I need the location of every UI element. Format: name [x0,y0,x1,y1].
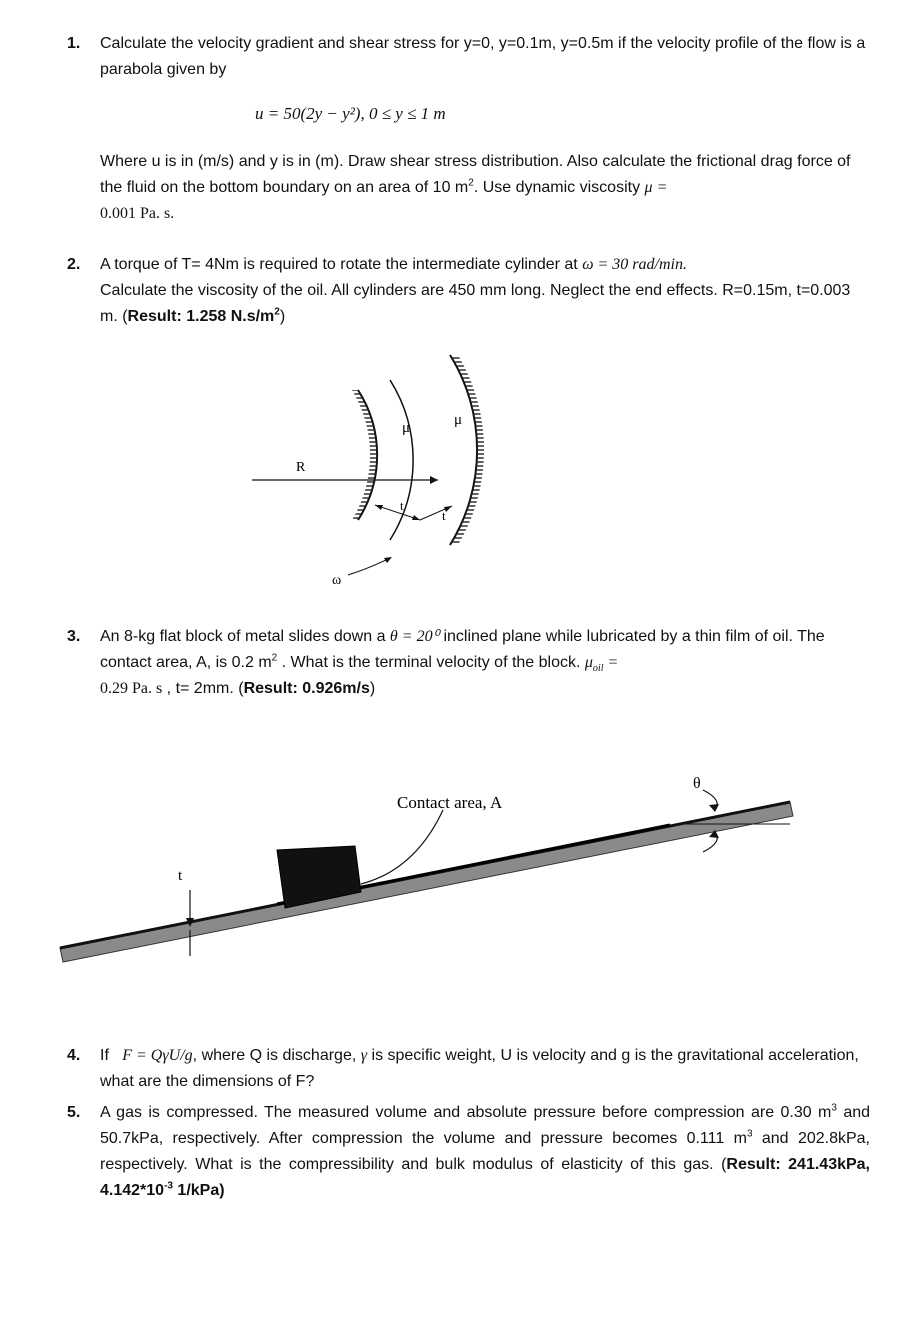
problem-number: 3. [67,628,81,645]
inclined-plane [60,802,793,962]
problem-body [100,1100,870,1204]
velocity-equation: u = 50(2y − y²), 0 ≤ y ≤ 1 m [255,104,446,123]
problem-body [100,624,870,702]
problem-number: 1. [67,35,81,52]
problem-body [100,252,870,330]
problem-number: 4. [67,1047,81,1064]
problem-body [100,31,870,227]
t-label-2: t [442,508,446,523]
problem-text: A torque of T= 4Nm is required to rotate the intermediate cylinder at ω = 30 rad/min. Calculate the viscosity of the oil. All cylinders are 450 mm long. Neglect the end effects. R=0.15m, t=0.003 m. (Result: 1.258 $N.s/m^2$) [100,256,851,325]
problem-number: 2. [67,256,81,273]
outer-cylinder [450,355,477,545]
problem-text: If F = QγU/g, where Q is discharge, γ is specific weight, U is velocity and g is the gravitational acceleration, what are the dimensions of F? [100,1047,859,1090]
problem-body [100,1043,870,1095]
radius-label: R [296,460,306,475]
result-text: Result: 1.258 N.s/m [127,308,275,325]
problem-text: An 8-kg flat block of metal slides down a θ = 20⁰ inclined plane while lubricated by a thin film of oil. The contact area, A, is 0.2 $m^2$ . What is the terminal velocity of the block. $\mu_{oil}$ = 0.29 Pa. s , t= 2mm. (Result: 0.926m/s) [100,628,825,697]
omega-label: ω [332,573,342,588]
cylinders-figure [240,340,560,590]
viscosity-value: 0.29 Pa. s [100,680,163,697]
thickness-label: t [178,868,183,884]
mu-label-2: μ [454,412,463,428]
contact-area-label: Contact area, A [397,793,503,812]
problem-number: 5. [67,1104,81,1121]
result-text: Result: 241.43kPa, $4.142*10^{-3}$ 1/kPa) [100,1156,871,1199]
viscosity-value: 0.001 Pa. s. [100,205,175,222]
inclined-plane-figure [55,770,800,970]
intermediate-cylinder [390,380,413,540]
problem-text-continued: Where u is in (m/s) and y is in (m). Draw shear stress distribution. Also calculate the frictional drag force of the fluid on the bottom boundary on an area of 10 $m^2$. Use dynamic viscosity μ = 0.001 Pa. s. [100,153,851,222]
problem-text: Calculate the velocity gradient and shear stress for y=0, y=0.1m, y=0.5m if the velocity profile of the flow is a parabola given by [100,35,866,78]
theta-label: θ [693,775,701,792]
problem-text: A gas is compressed. The measured volume and absolute pressure before compression are 0.30 $m^3$ and 50.7kPa, respectively. After compression the volume and pressure becomes 0.111 $m^3$ and 202.8kPa, respectively. What is the compressibility and bulk modulus of elasticity of this gas. (Result: 241.43kPa, $4.142*10^{-3}$ 1/kPa) [100,1102,871,1199]
t-label-1: t [400,498,404,513]
result-text: Result: 0.926m/s [243,680,370,697]
force-formula: F = QγU/g [122,1047,193,1064]
mu-label-1: μ [402,420,411,436]
